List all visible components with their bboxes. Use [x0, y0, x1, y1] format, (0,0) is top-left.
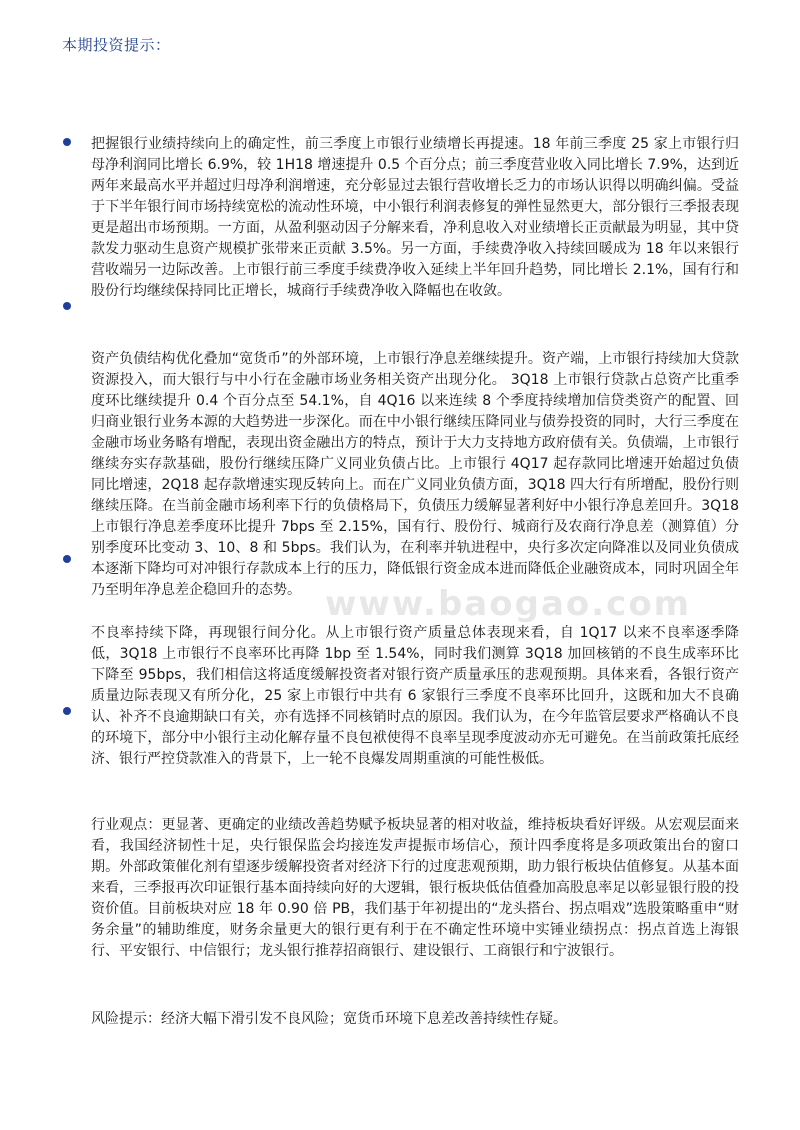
- bullet-icon: [63, 302, 71, 310]
- bullet-icon: [63, 707, 71, 715]
- page-title: 本期投资提示：: [62, 36, 171, 54]
- paragraph-earnings: 把握银行业绩持续向上的确定性，前三季度上市银行业绩增长再提速。18 年前三季度 25 家上市银行归母净利润同比增长 6.9%，较 1H18 增速提升 0.5 个百分点；前三季度营业收入同比增长 7.9%，达到近两年来最高水平并超过归母净利润增速，充分彰显过去银行营收增长乏力的市场认识得以明确纠偏。受益于下半年银行间市场持续宽松的流动性环境，中小银行利润表修复的弹性显然更大，部分银行三季报表现更是超出市场预期。一方面，从盈利驱动因子分解来看，净利息收入对业绩增长正贡献最为明显，其中贷款发力驱动生息资产规模扩张带来正贡献 3.5%。另一方面，手续费净收入持续回暖成为 18 年以来银行营收端另一边际改善。上市银行前三季度手续费净收入延续上半年回升趋势，同比增长 2.1%，国有行和股份行均继续保持同比正增长，城商行手续费净收入降幅也在收敛。: [91, 136, 739, 299]
- watermark: www.baogao.com: [325, 584, 692, 624]
- paragraph-risk-warning: 风险提示：经济大幅下滑引发不良风险；宽货币环境下息差改善持续性存疑。: [91, 1011, 567, 1027]
- bullet-icon: [63, 555, 71, 563]
- paragraph-asset-quality: 不良率持续下降，再现银行间分化。从上市银行资产质量总体表现来看，自 1Q17 以来不良率逐季降低，3Q18 上市银行不良率环比再降 1bp 至 1.54%，同时我们测算 3Q18 加回核销的不良生成率环比下降至 95bps，我们相信这将适度缓解投资者对银行资产质量承压的悲观预期。具体来看，各银行资产质量边际表现又有所分化，25 家上市银行中共有 6 家银行三季度不良率环比回升，这既和加大不良确认、补齐不良逾期缺口有关，亦有选择不同核销时点的原因。我们认为，在今年监管层要求严格确认不良的环境下，部分中小银行主动化解存量不良包袱使得不良率呈现季度波动亦无可避免。在当前政策托底经济、银行严控贷款准入的背景下，上一轮不良爆发周期重演的可能性极低。: [91, 625, 739, 767]
- paragraph-net-interest-margin: 资产负债结构优化叠加“宽货币”的外部环境，上市银行净息差继续提升。资产端，上市银行持续加大贷款资源投入，而大银行与中小行在金融市场业务相关资产出现分化。 3Q18 上市银行贷款占总资产比重季度环比继续提升 0.4 个百分点至 54.1%，自 4Q16 以来连续 8 个季度持续增加信贷类资产的配置、回归商业银行业务本源的大趋势进一步深化。而在中小银行继续压降同业与债券投资的同时，大行三季度在金融市场业务略有增配，表现出资金融出方的特点，预计于大力支持地方政府债有关。负债端，上市银行继续夯实存款基础，股份行继续压降广义同业负债占比。上市银行 4Q17 起存款同比增速开始超过负债同比增速，2Q18 起存款增速实现反转向上。而在广义同业负债方面，3Q18 四大行有所增配，股份行则继续压降。在当前金融市场利率下行的负债格局下，负债压力缓解显著利好中小银行净息差回升。3Q18 上市银行净息差季度环比提升 7bps 至 2.15%，国有行、股份行、城商行及农商行净息差（测算值）分别季度环比变动 3、10、8 和 5bps。我们认为，在利率并轨进程中，央行多次定向降准以及同业负债成本逐渐下降均可对冲银行存款成本上行的压力，降低银行资金成本进而降低企业融资成本，同时巩固全年乃至明年净息差企稳回升的态势。: [91, 351, 739, 598]
- paragraph-industry-view: 行业观点：更显著、更确定的业绩改善趋势赋予板块显著的相对收益，维持板块看好评级。从宏观层面来看，我国经济韧性十足，央行银保监会均接连发声提振市场信心，预计四季度将是多项政策出台的窗口期。外部政策催化剂有望逐步缓解投资者对经济下行的过度悲观预期，助力银行板块估值修复。从基本面来看，三季报再次印证银行基本面持续向好的大逻辑，银行板块低估值叠加高股息率足以彰显银行股的投资价值。目前板块对应 18 年 0.90 倍 PB，我们基于年初提出的“龙头搭台、拐点唱戏”选股策略重申“财务余量”的辅助维度，财务余量更大的银行更有利于在不确定性环境中实锤业绩拐点：拐点首选上海银行、平安银行、中信银行；龙头银行推荐招商银行、建设银行、工商银行和宁波银行。: [91, 817, 739, 959]
- bullet-icon: [63, 138, 71, 146]
